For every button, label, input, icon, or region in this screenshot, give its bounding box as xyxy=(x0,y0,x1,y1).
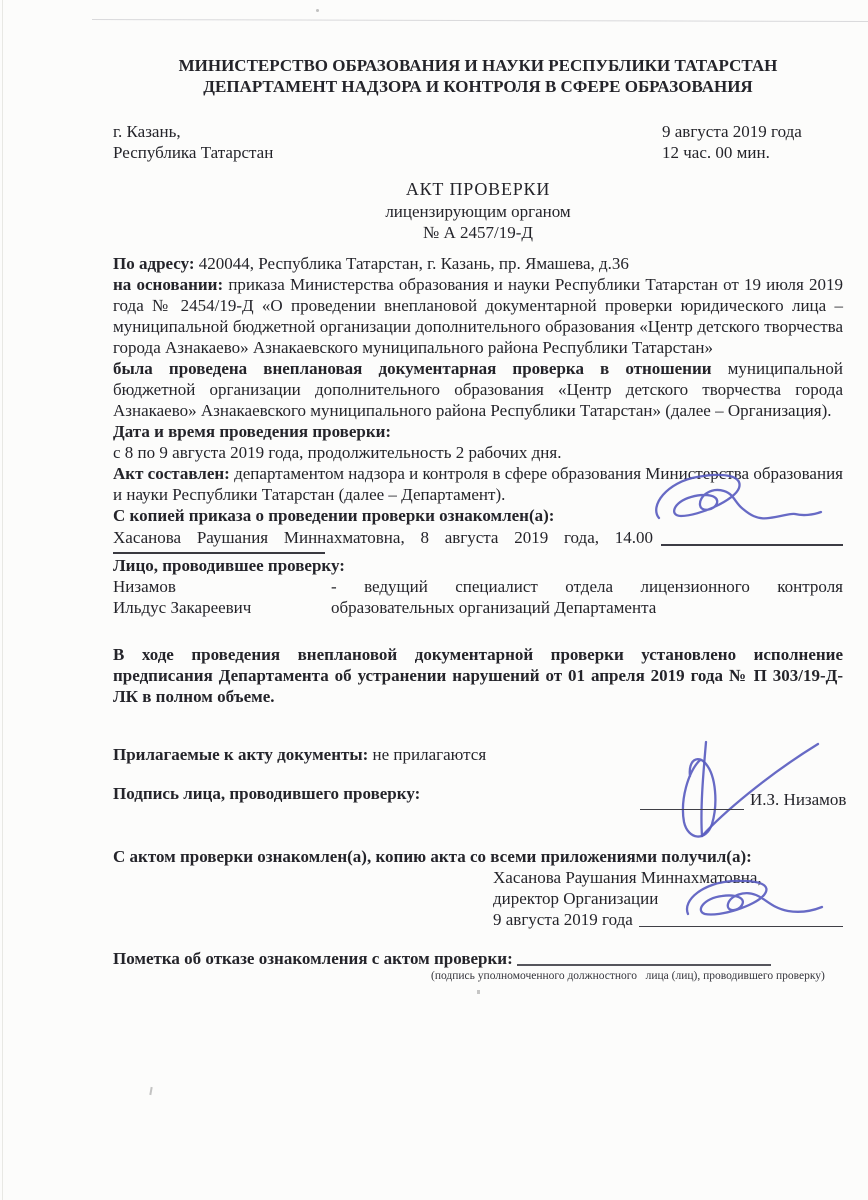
acquaintance-position: директор Организации xyxy=(493,889,659,908)
address-line xyxy=(113,253,843,274)
divider-line xyxy=(113,552,325,554)
conclusion-paragraph: В ходе проведения внеплановой документарной проверки установлено исполнение предписания Департамента об устранении нарушений от 01 апреля 2019 года № П 303/19-Д-ЛК в полном объеме. xyxy=(113,645,843,706)
date: 9 августа 2019 года xyxy=(662,122,802,141)
acquaintance-date: 9 августа 2019 года xyxy=(493,910,633,929)
scan-speck xyxy=(477,990,480,994)
composed-label: Акт составлен: xyxy=(113,464,230,483)
composed-value: департаментом надзора и контроля в сфере образования Министерства образования и науки Республики Татарстан (далее – Департамент). xyxy=(113,464,843,504)
acquaintance-block xyxy=(493,867,843,930)
title-number: № А 2457/19-Д xyxy=(423,223,533,242)
inspector-row xyxy=(113,576,843,618)
refusal-label: Пометка об отказе ознакомления с актом проверки: xyxy=(113,949,513,968)
attachments-line xyxy=(113,744,843,765)
composed-paragraph xyxy=(113,463,843,505)
inspector-position-line1: - ведущий специалист отдела лицензионного контроля xyxy=(331,577,843,596)
title-act: АКТ ПРОВЕРКИ xyxy=(405,179,551,199)
datetime-block xyxy=(662,121,843,163)
region: Республика Татарстан xyxy=(113,143,274,162)
document-body xyxy=(113,253,843,548)
city: г. Казань, xyxy=(113,122,181,141)
inspector-signature-row xyxy=(640,789,846,810)
inspector-name-column xyxy=(113,576,331,618)
inspector-name-patronymic: Ильдус Закареевич xyxy=(113,598,252,617)
place-date-row xyxy=(113,121,843,163)
attachments-label: Прилагаемые к акту документы: xyxy=(113,745,369,764)
attachments-value: не прилагаются xyxy=(372,745,487,764)
time: 12 час. 00 мин. xyxy=(662,143,770,162)
copy-label-line: С копией приказа о проведении проверки ознакомлен(а): xyxy=(113,506,555,525)
signature-line xyxy=(639,910,843,927)
acquaintance-label: С актом проверки ознакомлен(а), копию акта со всеми приложениями получил(а): xyxy=(113,847,752,866)
datetime-value-line: с 8 по 9 августа 2019 года, продолжительность 2 рабочих дня. xyxy=(113,443,562,462)
copy-acknowledgement-row xyxy=(113,526,843,548)
title-authority: лицензирующим органом xyxy=(385,202,571,221)
inspector-section-label: Лицо, проводившее проверку: xyxy=(113,556,345,575)
copy-acknowledgement-value: Хасанова Раушания Миннахматовна, 8 августа 2019 года, 14.00 xyxy=(113,528,653,547)
address-label: По адресу: xyxy=(113,254,195,273)
ministry-name: МИНИСТЕРСТВО ОБРАЗОВАНИЯ И НАУКИ РЕСПУБЛИКИ ТАТАРСТАН xyxy=(178,56,778,75)
document-title xyxy=(113,178,843,243)
inspector-position-column xyxy=(331,576,843,618)
inspector-signature-label: Подпись лица, проводившего проверку: xyxy=(113,784,421,803)
check-label: была проведена внеплановая документарная проверка в отношении xyxy=(113,359,712,378)
refusal-signature-line xyxy=(517,950,771,966)
acquaintance-name: Хасанова Раушания Миннахматовна, xyxy=(493,868,762,887)
signature-line xyxy=(640,792,744,810)
basis-paragraph xyxy=(113,274,843,358)
inspector-initials: И.З. Низамов xyxy=(750,790,847,809)
basis-value: приказа Министерства образования и науки Республики Татарстан от 19 июля 2019 года № 2454/19-Д «О проведении внеплановой документарной проверки юридического лица – муниципальной бюджетной организации дополнительного образования «Центр детского творчества города Азнакаево» Азнакаевского муниципального района Республики Татарстан» xyxy=(113,275,843,357)
acquaintance-date-row xyxy=(493,909,843,930)
basis-label: на основании: xyxy=(113,275,224,294)
signature-line xyxy=(661,526,843,546)
department-name: ДЕПАРТАМЕНТ НАДЗОРА И КОНТРОЛЯ В СФЕРЕ ОБРАЗОВАНИЯ xyxy=(203,77,753,96)
organization-header xyxy=(113,55,843,97)
scan-speck xyxy=(149,1087,152,1095)
inspector-surname: Низамов xyxy=(113,577,176,596)
refusal-row xyxy=(113,948,843,969)
address-value: 420044, Республика Татарстан, г. Казань, пр. Ямашева, д.36 xyxy=(198,254,629,273)
refusal-caption: (подпись уполномоченного должностного лица (лиц), проводившего проверку) xyxy=(431,970,825,982)
check-paragraph xyxy=(113,358,843,421)
datetime-label-line: Дата и время проведения проверки: xyxy=(113,422,392,441)
check-value: муниципальной бюджетной организации дополнительного образования «Центр детского творчества города Азнакаево» Азнакаевского муниципального района Республики Татарстан» (далее – Организация). xyxy=(113,359,843,420)
inspector-position-line2: образовательных организаций Департамента xyxy=(331,598,657,617)
place-block xyxy=(113,121,662,163)
